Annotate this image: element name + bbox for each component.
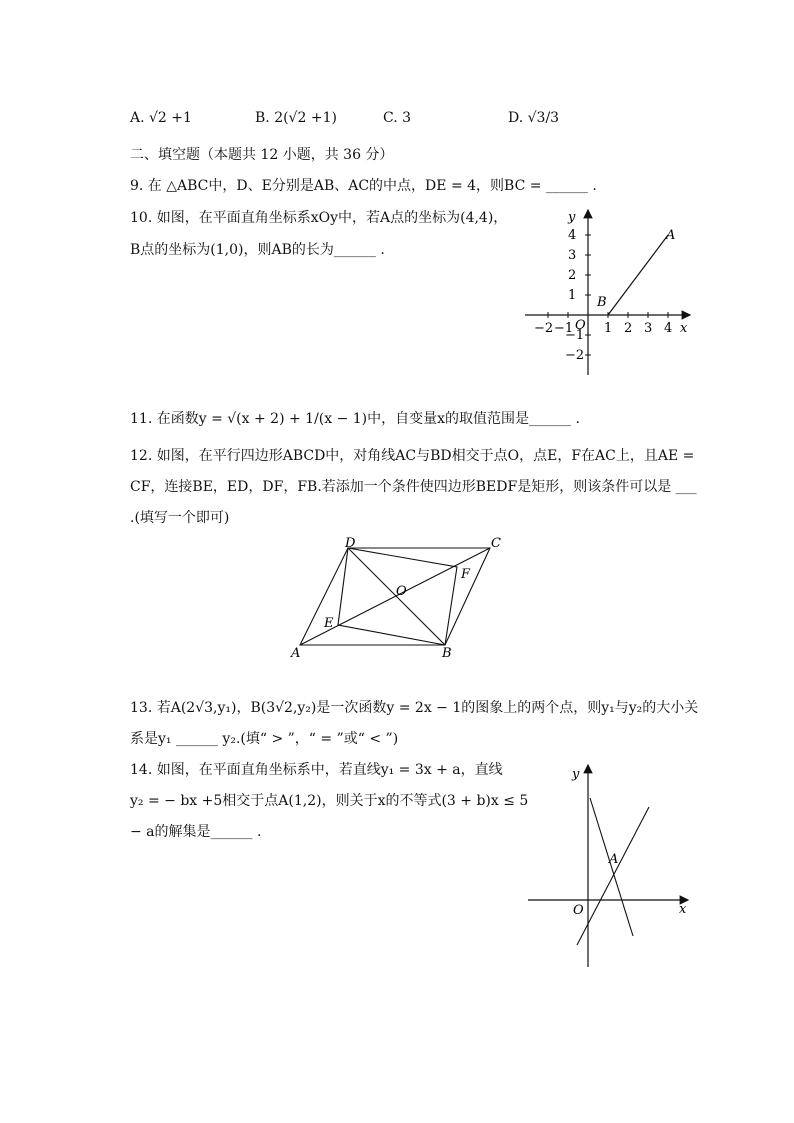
section-title: 二、填空题（本题共 12 小题，共 36 分） bbox=[130, 147, 394, 163]
tick-x-4: 4 bbox=[664, 321, 673, 336]
label-f: F bbox=[461, 567, 471, 582]
question-10-line-1: 10. 如图，在平面直角坐标系xOy中，若A点的坐标为(4,4)， bbox=[130, 210, 508, 226]
tick-x-1: 1 bbox=[604, 321, 613, 336]
question-10-line-2: B点的坐标为(1,0)，则AB的长为______ . bbox=[130, 242, 385, 258]
point-a-label: A bbox=[666, 228, 676, 243]
question-9: 9. 在 △ABC中，D、E分别是AB、AC的中点，DE = 4，则BC = ______ . bbox=[130, 178, 597, 194]
line-y2 bbox=[590, 798, 633, 936]
tick-y-1: 1 bbox=[568, 288, 577, 303]
question-12-line-2: CF，连接BE，ED，DF，FB.若添加一个条件使四边形BEDF是矩形，则该条件可以是 ___ bbox=[130, 479, 697, 495]
option-a: A. √2 +1 bbox=[130, 110, 192, 126]
tick-y-2: 2 bbox=[568, 268, 577, 283]
label-b: B bbox=[442, 646, 452, 661]
tick-y-neg2: −2 bbox=[565, 348, 585, 363]
y-label: y bbox=[572, 767, 580, 782]
question-14-line-3: − a的解集是______ . bbox=[130, 824, 262, 840]
x-label: x bbox=[680, 321, 688, 336]
label-o: O bbox=[396, 584, 407, 599]
tick-x-2: 2 bbox=[624, 321, 633, 336]
label-a: A bbox=[291, 646, 301, 661]
option-c: C. 3 bbox=[383, 110, 412, 126]
tick-x-neg1: −1 bbox=[554, 321, 574, 336]
question-13-line-2: 系是y₁ ______ y₂.(填“ > ”，“ = ”或“ < ”) bbox=[130, 731, 399, 747]
tick-y-4: 4 bbox=[568, 228, 577, 243]
tick-x-neg2: −2 bbox=[534, 321, 554, 336]
label-e: E bbox=[324, 616, 334, 631]
tick-x-3: 3 bbox=[644, 321, 653, 336]
segment-ab bbox=[608, 235, 668, 315]
question-14-line-1: 14. 如图，在平面直角坐标系中，若直线y₁ = 3x + a，直线 bbox=[130, 762, 503, 778]
question-12-line-3: .(填写一个即可) bbox=[130, 510, 230, 526]
question-12-figure bbox=[285, 533, 515, 663]
question-13-line-1: 13. 若A(2√3,y₁)，B(3√2,y₂)是一次函数y = 2x − 1的图象上的两个点，则y₁与y₂的大小关 bbox=[130, 700, 699, 716]
tick-y-neg1: −1 bbox=[565, 328, 585, 343]
origin-label: O bbox=[575, 318, 586, 333]
tick-y-3: 3 bbox=[568, 248, 577, 263]
question-14-figure bbox=[525, 760, 695, 970]
question-11: 11. 在函数y = √(x + 2) + 1/(x − 1)中，自变量x的取值范围是______ . bbox=[130, 411, 580, 427]
question-12-line-1: 12. 如图，在平行四边形ABCD中，对角线AC与BD相交于点O，点E，F在AC上，且AE = bbox=[130, 448, 695, 464]
label-c: C bbox=[491, 536, 501, 551]
option-b: B. 2(√2 +1) bbox=[255, 110, 337, 126]
label-d: D bbox=[345, 536, 356, 551]
question-14-line-2: y₂ = − bx +5相交于点A(1,2)，则关于x的不等式(3 + b)x ≤ 5 bbox=[130, 793, 529, 809]
point-b-label: B bbox=[597, 295, 607, 310]
x-label: x bbox=[679, 902, 687, 917]
question-10-figure bbox=[520, 205, 700, 380]
option-d: D. √3/3 bbox=[508, 110, 560, 126]
point-a-label: A bbox=[609, 852, 619, 867]
origin-label: O bbox=[573, 903, 584, 918]
y-label: y bbox=[568, 210, 576, 225]
